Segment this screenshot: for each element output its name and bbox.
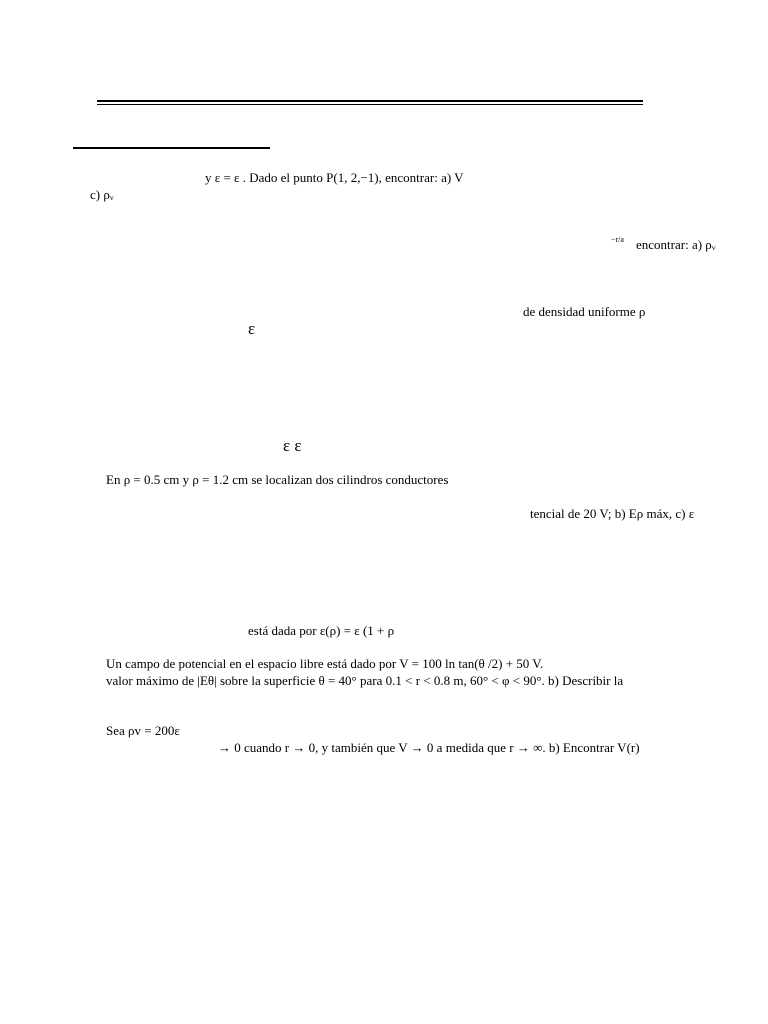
epsilon-symbol-pair: ε ε [283, 436, 302, 455]
title-double-rule-bottom [97, 104, 643, 105]
text-line-conducting-cylinders: En ρ = 0.5 cm y ρ = 1.2 cm se localizan dos cilindros conductores [106, 472, 449, 487]
text-line-find-rhov: encontrar: a) ρᵥ [636, 237, 716, 252]
text-line-point-p: y ε = ε . Dado el punto P(1, 2,−1), encontrar: a) V [205, 170, 464, 185]
text-line-max-value: valor máximo de |Eθ| sobre la superficie θ = 40° para 0.1 < r < 0.8 m, 60° < φ < 90°. b) Describir la [106, 673, 624, 688]
section-rule [73, 147, 270, 149]
text-line-epsilon-rho: está dada por ε(ρ) = ε (1 + ρ [248, 623, 395, 638]
text-line-limits: → 0 cuando r → 0, y también que V → 0 a medida que r → ∞. b) Encontrar V(r) [218, 740, 640, 755]
text-line-potential-field: Un campo de potencial en el espacio libre está dado por V = 100 ln tan(θ /2) + 50 V. [106, 656, 544, 671]
text-line-rhov-200: Sea ρv = 200ε [106, 723, 180, 738]
title-double-rule-top [97, 100, 643, 102]
text-line-item-c-rhov: c) ρᵥ [90, 187, 114, 202]
exponent-r-over-a: −r/a [611, 235, 624, 244]
text-line-potential-20v: tencial de 20 V; b) Eρ máx, c) ε [530, 506, 695, 521]
text-line-uniform-density: de densidad uniforme ρ [523, 304, 646, 319]
epsilon-symbol: ε [248, 319, 256, 338]
